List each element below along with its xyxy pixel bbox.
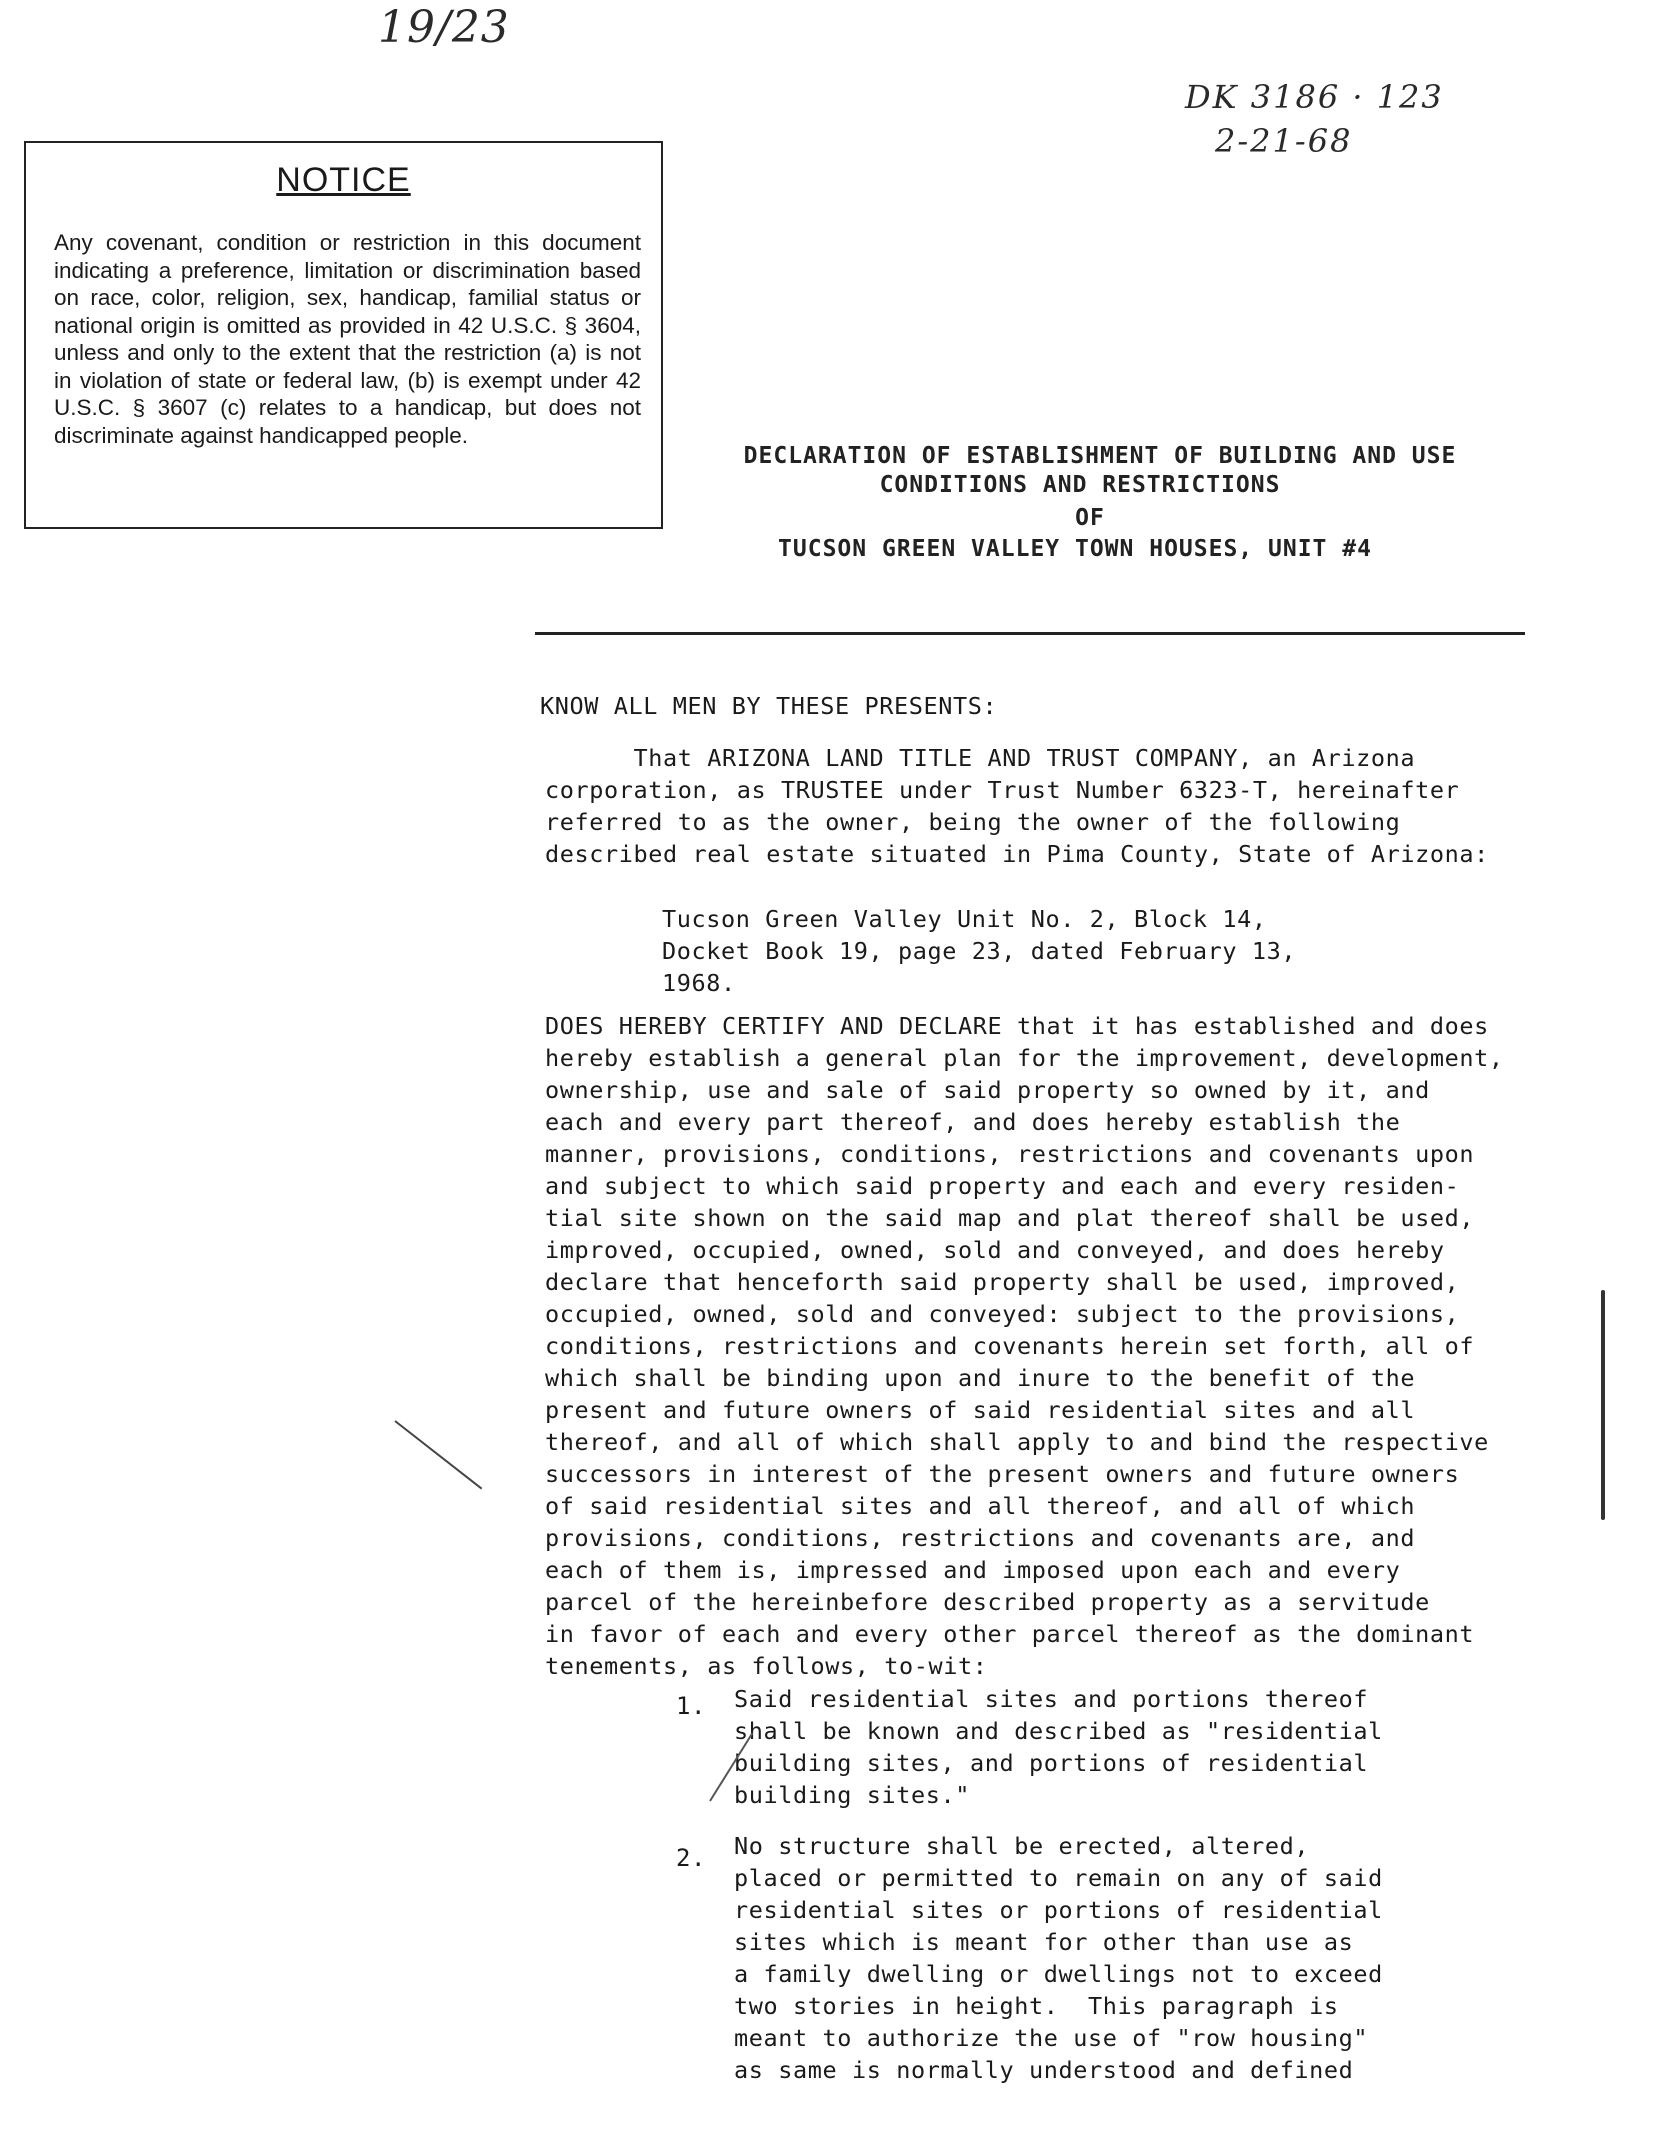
handwritten-docket-reference: DK 3186 · 123 <box>1185 78 1444 116</box>
document-title-line-2: CONDITIONS AND RESTRICTIONS <box>879 472 1281 498</box>
clause-2-number: 2. <box>676 1844 707 1872</box>
document-title-line-3: OF <box>1075 505 1105 531</box>
clause-2-text: No structure shall be erected, altered, placed or permitted to remain on any of said residential sites or portions of residential sites which is meant for other than use as a family dwelling or dwellings not to exceed two stories in height. This paragraph is meant to authorize the use of "row housing" as same is normally understood and defined <box>734 1832 1383 2084</box>
notice-stamp-box <box>24 141 663 529</box>
clause-1-text: Said residential sites and portions thereof shall be known and described as "residential building sites, and portions of residential building sites." <box>734 1685 1383 1809</box>
declaration-paragraph: DOES HEREBY CERTIFY AND DECLARE that it has established and does hereby establish a general plan for the improvement, development, ownership, use and sale of said property so owned by it, and each and every part thereof, and does hereby establish the manner, provisions, conditions, restrictions and covenants upon and subject to which said property and each and every residen- tial site shown on the said map and plat thereof shall be used, improved, occupied, owned, sold and conveyed, and does hereby declare that henceforth said property shall be used, improved, occupied, owned, sold and conveyed: subject to the provisions, conditions, restrictions and covenants herein set forth, all of which shall be binding upon and inure to the benefit of the present and future owners of said residential sites and all thereof, and all of which shall apply to and bind the respective successors in interest of the present owners and future owners of said residential sites and all thereof, and all of which provisions, conditions, restrictions and covenants are, and each of them is, impressed and imposed upon each and every parcel of the hereinbefore described property as a servitude in favor of each and every other parcel thereof as the dominant tenements, as follows, to-wit: <box>545 1012 1504 1680</box>
document-title-line-1: DECLARATION OF ESTABLISHMENT OF BUILDING AND USE <box>743 443 1457 469</box>
intro-paragraph: That ARIZONA LAND TITLE AND TRUST COMPANY, an Arizona corporation, as TRUSTEE under Trust Number 6323-T, hereinafter referred to as the owner, being the owner of the following described real estate situated in Pima County, State of Arizona: <box>545 744 1489 868</box>
margin-scan-mark <box>1601 1290 1605 1520</box>
handwritten-page-number: 19/23 <box>378 2 510 53</box>
legal-description: Tucson Green Valley Unit No. 2, Block 14, Docket Book 19, page 23, dated February 13, 1968. <box>662 905 1297 997</box>
document-title-line-4: TUCSON GREEN VALLEY TOWN HOUSES, UNIT #4 <box>778 536 1372 562</box>
handwritten-docket-date: 2-21-68 <box>1215 122 1353 160</box>
pen-stroke-mark <box>394 1420 482 1489</box>
clause-1-number: 1. <box>676 1692 707 1720</box>
salutation: KNOW ALL MEN BY THESE PRESENTS: <box>540 692 998 720</box>
title-divider <box>535 632 1525 635</box>
notice-text: Any covenant, condition or restriction in this document indicating a preference, limitation or discrimination based on race, color, religion, sex, handicap, familial status or national origin is omitted as provided in 42 U.S.C. § 3604, unless and only to the extent that the restriction (a) is not in violation of state or federal law, (b) is exempt under 42 U.S.C. § 3607 (c) relates to a handicap, but does not discriminate against handicapped people. <box>54 230 641 448</box>
notice-title: NOTICE <box>276 161 411 199</box>
